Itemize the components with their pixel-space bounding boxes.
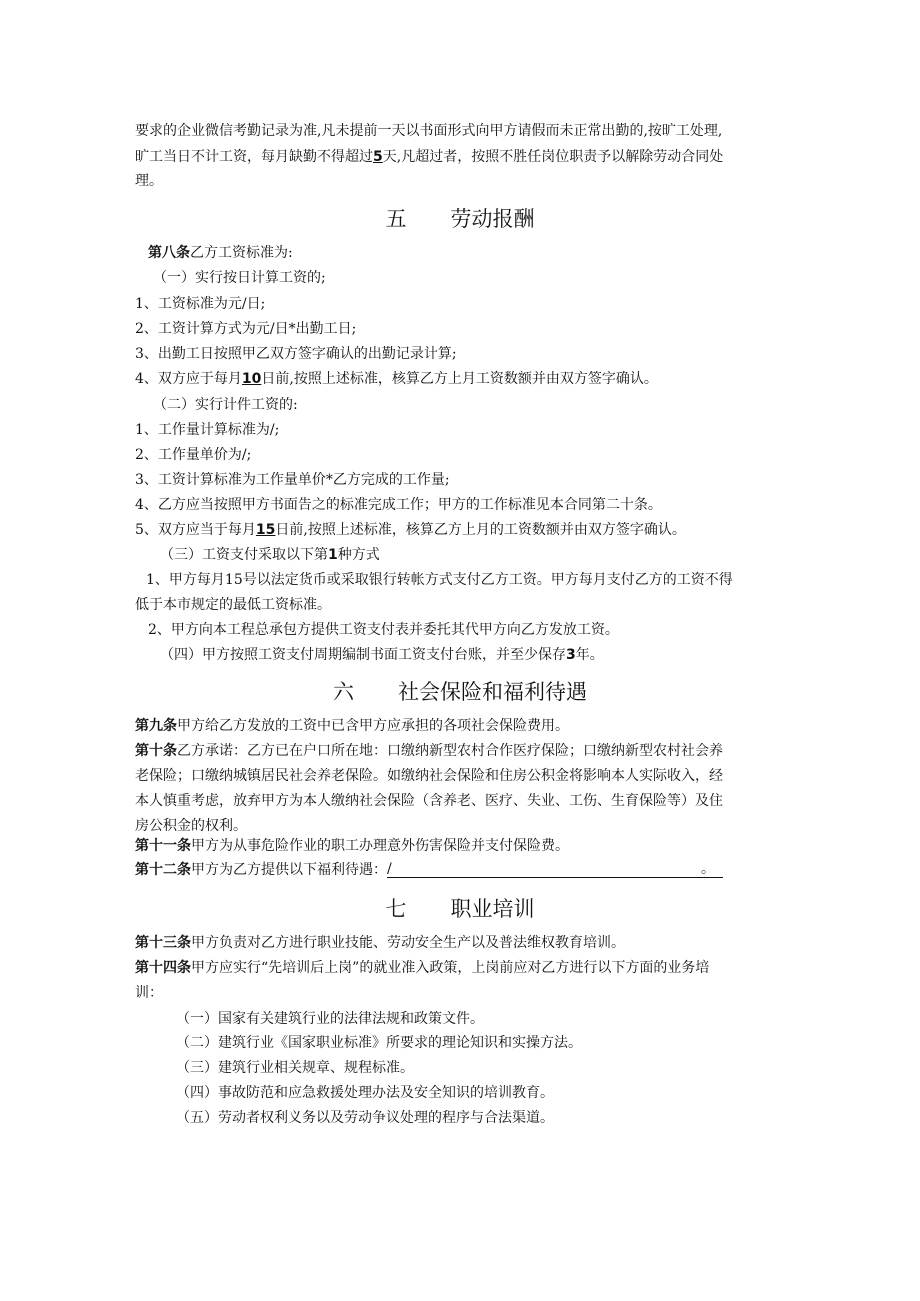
training-item-2: （二）建筑行业《国家职业标准》所要求的理论知识和实操方法。 — [176, 1035, 582, 1051]
training-item-1: （一）国家有关建筑行业的法律法规和政策文件。 — [176, 1011, 484, 1027]
article-10-line-4: 房公积金的权利。 — [135, 818, 247, 834]
article-11: 第十一条甲方为从事危险作业的职工办理意外伤害保险并支付保险费。 — [135, 838, 569, 854]
article-14-line-1: 第十四条甲方应实行“先培训后上岗”的就业准入政策，上岗前应对乙方进行以下方面的业务培 — [135, 960, 710, 976]
article-14-line-2: 训： — [135, 985, 163, 1001]
article-10-line-2: 老保险；口缴纳城镇居民社会养老保险。如缴纳社会保险和住房公积金将影响本人实际收入，经 — [135, 768, 723, 784]
article-10-line-1: 第十条乙方承诺：乙方已在户口所在地：口缴纳新型农村合作医疗保险；口缴纳新型农村社会养 — [135, 743, 723, 759]
article-12: 第十二条甲方为乙方提供以下福利待遇： / 。 — [135, 862, 723, 878]
part-1-item-4: 4、双方应于每月10日前,按照上述标准，核算乙方上月工资数额并由双方签字确认。 — [135, 371, 658, 387]
training-item-4: （四）事故防范和应急救援处理办法及安全知识的培训教育。 — [176, 1085, 554, 1101]
part-3-item-1-line-1: 1、甲方每月15号以法定货币或采取银行转帐方式支付乙方工资。甲方每月支付乙方的工资不得 — [146, 572, 733, 588]
section-heading-6: 六 社会保险和福利待遇 — [333, 680, 587, 704]
training-item-5: （五）劳动者权利义务以及劳动争议处理的程序与合法渠道。 — [176, 1110, 554, 1126]
part-1-item-1: 1、工资标准为元/日; — [135, 296, 266, 312]
part-1-item-2: 2、工资计算方式为元/日*出勤工日; — [135, 321, 357, 337]
part-2-item-3: 3、工资计算标准为工作量单价*乙方完成的工作量; — [135, 472, 450, 488]
part-3-item-1-line-2: 低于本市规定的最低工资标准。 — [135, 597, 331, 613]
part-3-item-2: 2、甲方向本工程总承包方提供工资支付表并委托其代甲方向乙方发放工资。 — [148, 622, 619, 638]
part-1-title: （一）实行按日计算工资的; — [153, 270, 326, 286]
part-2-title: （二）实行计件工资的: — [153, 397, 298, 413]
part-2-item-2: 2、工作量单价为/; — [135, 447, 252, 463]
article-10-line-3: 本人慎重考虑，放弃甲方为本人缴纳社会保险（含养老、医疗、失业、工伤、生育保险等）及住 — [135, 793, 723, 809]
part-2-item-5: 5、双方应当于每月15日前,按照上述标准，核算乙方上月的工资数额并由双方签字确认。 — [135, 522, 686, 538]
training-item-3: （三）建筑行业相关规章、规程标准。 — [176, 1060, 414, 1076]
article-8: 第八条乙方工资标准为: — [148, 245, 293, 261]
part-2-item-4: 4、乙方应当按照甲方书面告之的标准完成工作；甲方的工作标准见本合同第二十条。 — [135, 497, 662, 513]
intro-line-3: 理。 — [135, 173, 163, 189]
section-heading-7: 七 职业培训 — [385, 897, 535, 921]
article-13: 第十三条甲方负责对乙方进行职业技能、劳动安全生产以及普法维权教育培训。 — [135, 935, 625, 951]
section-heading-5: 五 劳动报酬 — [385, 207, 535, 231]
welfare-blank-field: / 。 — [387, 863, 723, 878]
part-4: （四）甲方按照工资支付周期编制书面工资支付台账，并至少保存3年。 — [160, 647, 604, 663]
intro-line-2: 旷工当日不计工资，每月缺勤不得超过5天,凡超过者，按照不胜任岗位职责予以解除劳动合同处 — [135, 149, 724, 165]
part-1-item-3: 3、出勤工日按照甲乙双方签字确认的出勤记录计算; — [135, 346, 457, 362]
intro-line-1: 要求的企业微信考勤记录为准,凡未提前一天以书面形式向甲方请假而未正常出勤的,按旷工处理, — [135, 123, 723, 139]
part-3-title: （三）工资支付采取以下第1种方式 — [160, 547, 380, 563]
part-2-item-1: 1、工作量计算标准为/; — [135, 422, 280, 438]
article-9: 第九条甲方给乙方发放的工资中已含甲方应承担的各项社会保险费用。 — [135, 718, 569, 734]
